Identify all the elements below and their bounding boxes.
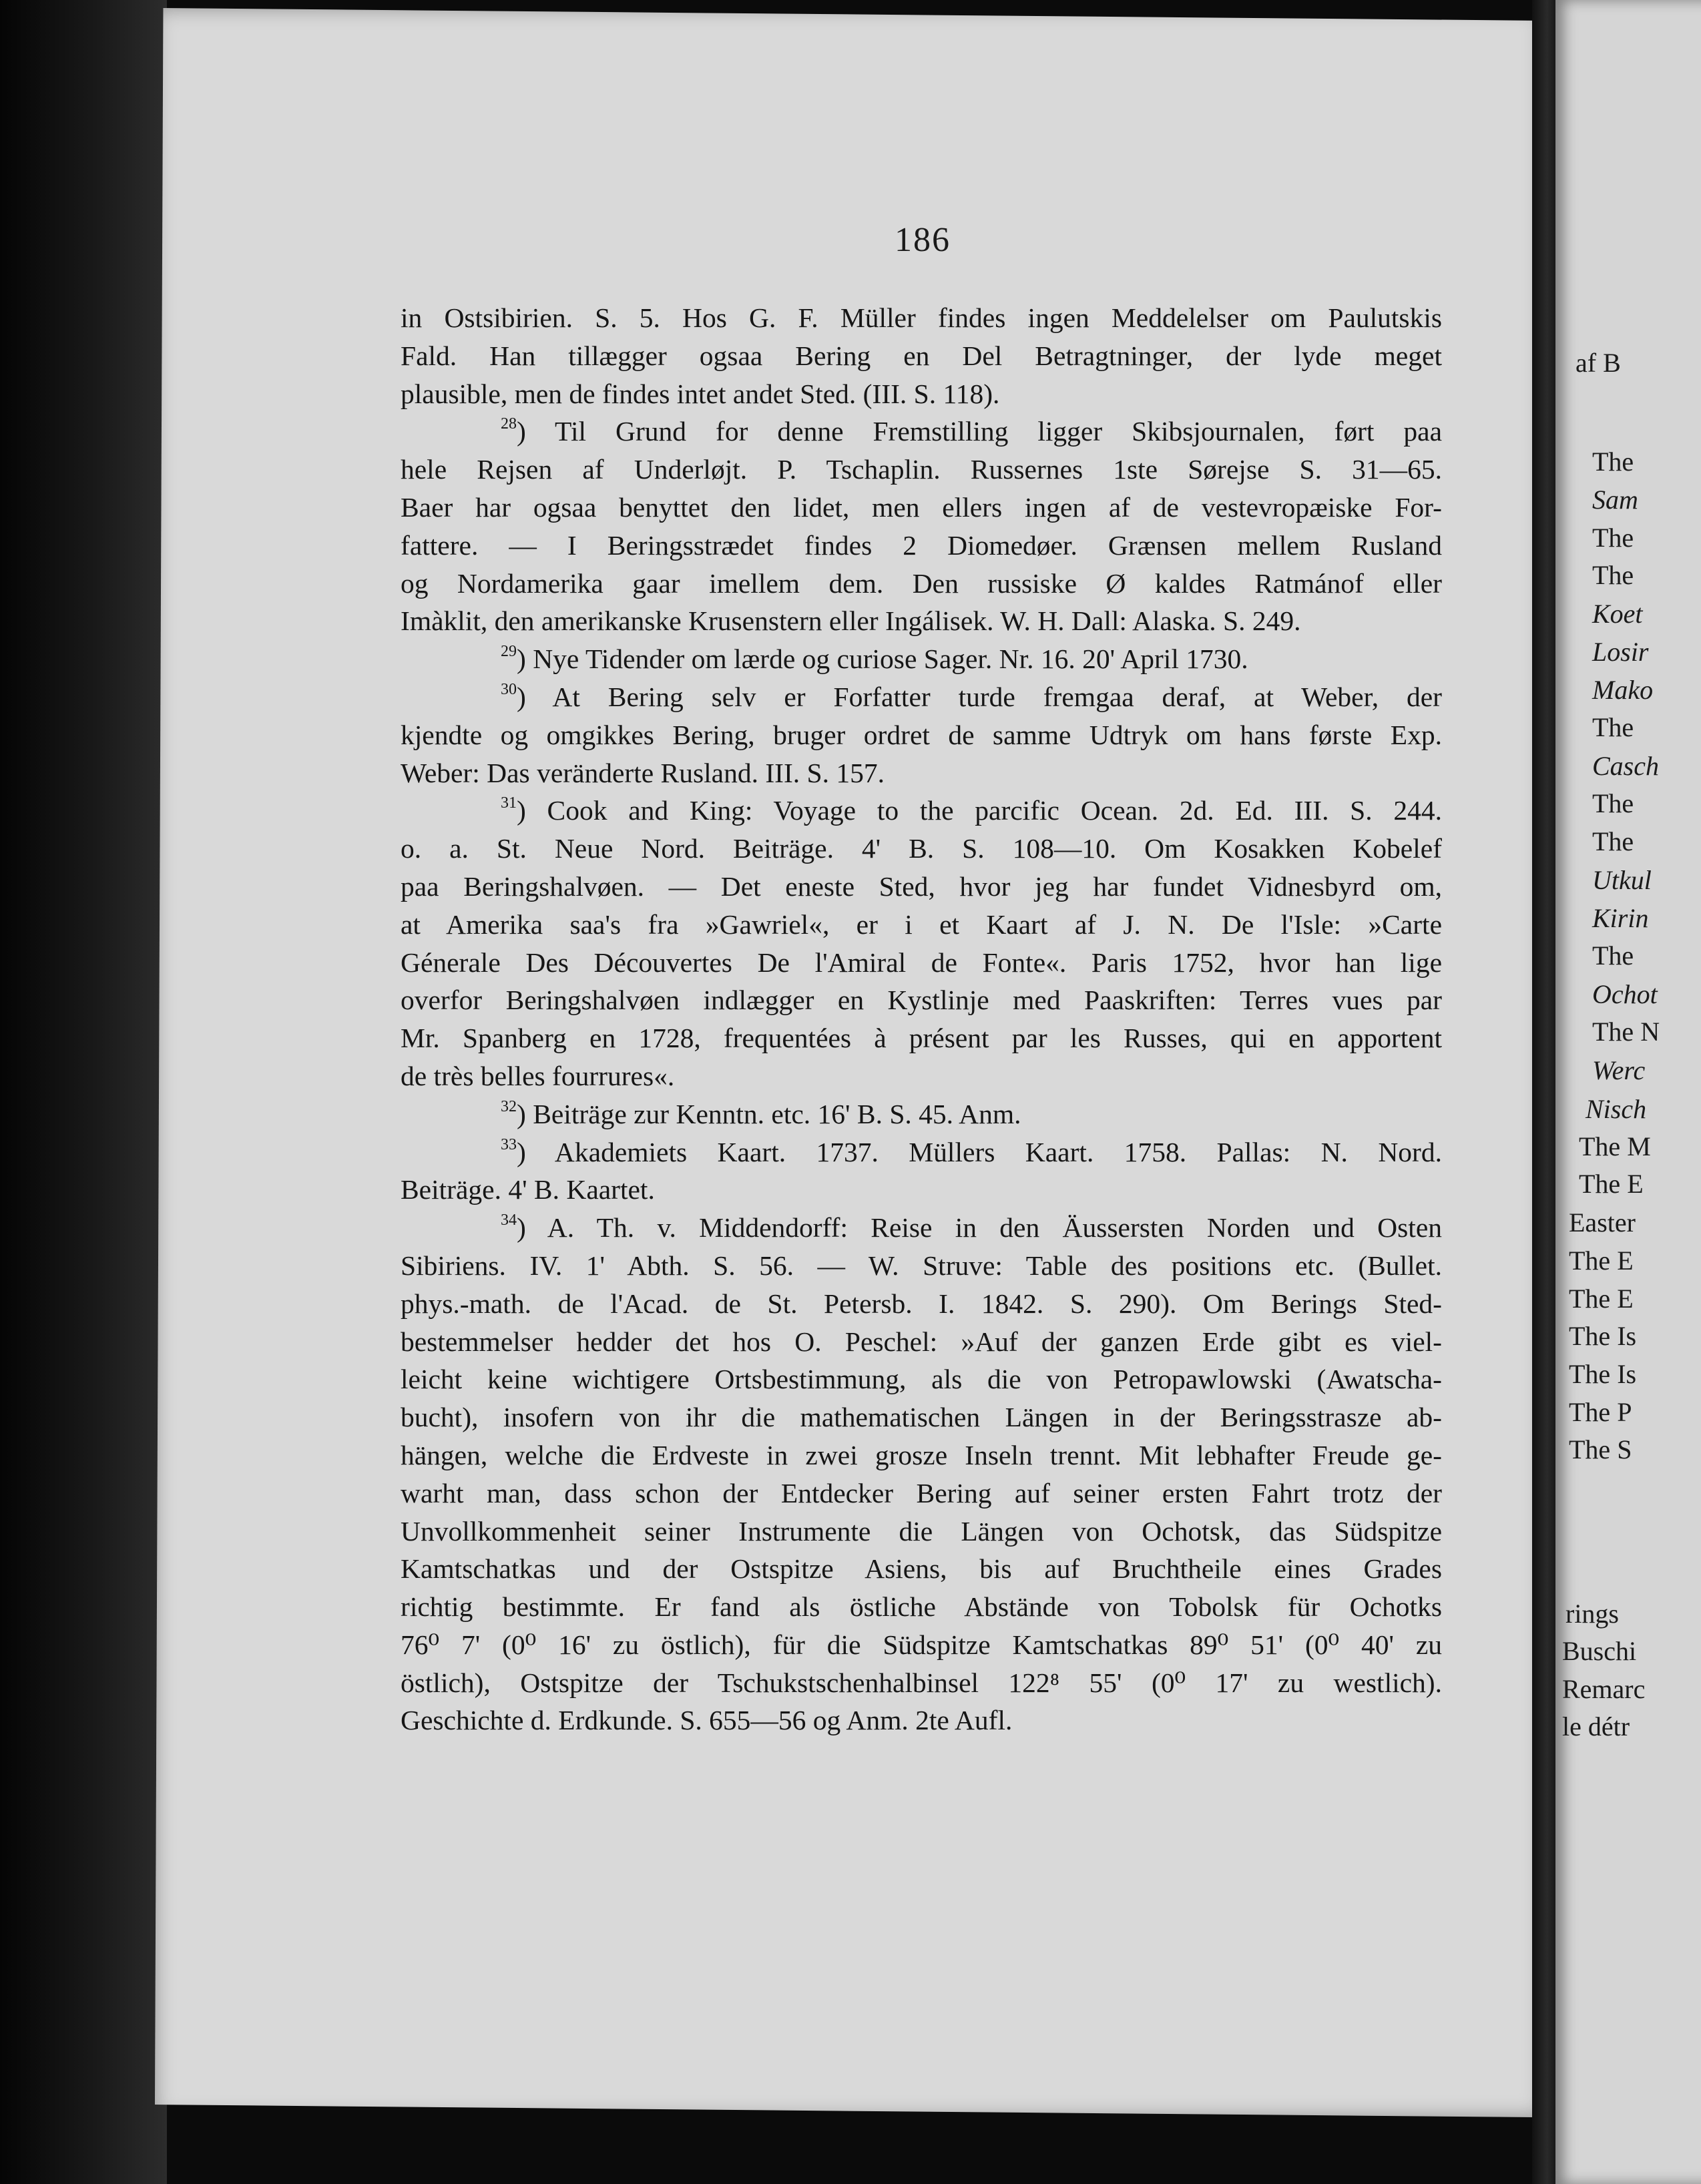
text-line: [401, 1588, 1442, 1626]
right-page-fragment: Mako: [1592, 675, 1654, 705]
footnote-marker: 28: [501, 415, 517, 433]
right-page-fragment: rings: [1565, 1599, 1619, 1629]
line-text: ) Cook and King: Voyage to the parcific Ocean. 2d. Ed. III. S. 244.: [517, 795, 1442, 826]
text-line: [401, 1474, 1442, 1513]
footnote-marker: 31: [501, 794, 517, 812]
line-text: ) A. Th. v. Middendorff: Reise in den Äussersten Norden und Osten: [517, 1212, 1442, 1244]
text-line: [401, 1057, 1442, 1095]
line-text: overfor Beringshalvøen indlægger en Kystlinje med Paaskriften: Terres vues par: [401, 985, 1442, 1016]
text-line: [401, 1019, 1442, 1057]
right-page-fragment: Ochot: [1592, 979, 1658, 1009]
right-page-fragment: The: [1592, 523, 1634, 553]
footnote-30-start: [401, 678, 1442, 716]
footnote-marker: 29: [501, 643, 517, 661]
line-text: bucht), insofern von ihr die mathematischen Längen in der Beringsstrasze ab-: [401, 1402, 1442, 1433]
footnote-marker: 32: [501, 1097, 517, 1115]
line-text: fattere. — I Beringsstrædet findes 2 Diomedøer. Grænsen mellem Rusland: [401, 529, 1442, 561]
text-line: [401, 1626, 1442, 1664]
text-line: [401, 375, 1442, 413]
line-text: o. a. St. Neue Nord. Beiträge. 4' B. S. 108—10. Om Kosakken Kobelef: [401, 833, 1442, 864]
line-text: phys.-math. de l'Acad. de St. Petersb. I. 1842. S. 290). Om Berings Sted-: [401, 1288, 1442, 1319]
line-text: hängen, welche die Erdveste in zwei grosze Inseln trennt. Mit lebhafter Freude ge-: [401, 1439, 1442, 1470]
line-text: Weber: Das veränderte Rusland. III. S. 157.: [401, 757, 885, 788]
text-line: [401, 868, 1442, 906]
text-line: [401, 1323, 1442, 1361]
text-line: [401, 1550, 1442, 1588]
line-text: ) At Bering selv er Forfatter turde fremgaa deraf, at Weber, der: [517, 681, 1442, 712]
line-text: in Ostsibirien. S. 5. Hos G. F. Müller findes ingen Meddelelser om Paulutskis: [401, 302, 1442, 333]
right-page-fragment: Losir: [1592, 637, 1649, 667]
footnote-28-start: [401, 413, 1442, 451]
text-line: [401, 830, 1442, 868]
right-page-fragment: The P: [1569, 1397, 1632, 1427]
text-line: [401, 527, 1442, 565]
text-line: [401, 1436, 1442, 1474]
line-text: Fald. Han tillægger ogsaa Bering en Del Betragtninger, der lyde meget: [401, 340, 1442, 371]
right-page-fragment: The S: [1569, 1434, 1632, 1464]
right-page-fragment: The M: [1579, 1131, 1651, 1161]
line-text: ) Til Grund for denne Fremstilling ligger Skibsjournalen, ført paa: [517, 416, 1442, 447]
line-text: warht man, dass schon der Entdecker Bering auf seiner ersten Fahrt trotz der: [401, 1477, 1442, 1509]
line-text: ) Nye Tidender om lærde og curiose Sager. Nr. 16. 20' April 1730.: [517, 643, 1248, 675]
right-page-fragment: Sam: [1592, 485, 1638, 515]
page-number: 186: [895, 221, 951, 259]
line-text: Kamtschatkas und der Ostspitze Asiens, bis auf Bruchtheile eines Grades: [401, 1553, 1442, 1585]
text-line: [401, 299, 1442, 337]
line-text: Unvollkommenheit seiner Instrumente die Längen von Ochotsk, das Südspitze: [401, 1515, 1442, 1547]
right-page-fragment: The Is: [1569, 1321, 1637, 1351]
text-line: [401, 1664, 1442, 1702]
line-text: at Amerika saa's fra »Gawriel«, er i et Kaart af J. N. De l'Isle: »Carte: [401, 908, 1442, 940]
line-text: plausible, men de findes intet andet Sted. (III. S. 118).: [401, 378, 1000, 409]
right-page-fragment: The: [1592, 447, 1634, 477]
right-page-fragment: Kirin: [1592, 903, 1649, 933]
line-text: kjendte og omgikkes Bering, bruger ordret de samme Udtryk om hans første Exp.: [401, 719, 1442, 750]
right-page-fragment: Remarc: [1562, 1674, 1646, 1704]
text-line: [401, 754, 1442, 792]
line-text: Baer har ogsaa benyttet den lidet, men ellers ingen af de vestevropæiske For-: [401, 491, 1442, 523]
footnote-34-start: [401, 1209, 1442, 1247]
line-text: paa Beringshalvøen. — Det eneste Sted, hvor jeg har fundet Vidnesbyrd om,: [401, 870, 1442, 902]
line-text: 76⁰ 7' (0⁰ 16' zu östlich), für die Südspitze Kamtschatkas 89⁰ 51' (0⁰ 40' zu: [401, 1629, 1442, 1660]
line-text: Imàklit, den amerikanske Krusenstern eller Ingálisek. W. H. Dall: Alaska. S. 249.: [401, 605, 1301, 637]
line-text: Mr. Spanberg en 1728, frequentées à présent par les Russes, qui en apportent: [401, 1023, 1442, 1054]
right-page-fragment: The Is: [1569, 1359, 1637, 1389]
footnotes-body: [401, 299, 1442, 1739]
right-page-fragment: Nisch: [1586, 1094, 1647, 1124]
footnote-33-start: [401, 1133, 1442, 1171]
right-page-fragment: Koet: [1592, 599, 1643, 629]
text-line: [401, 1701, 1442, 1739]
right-page-fragment: le détr: [1562, 1711, 1630, 1741]
line-text: bestemmelser hedder det hos O. Peschel: »Auf der ganzen Erde gibt es viel-: [401, 1326, 1442, 1357]
right-page-fragment: The: [1592, 560, 1634, 590]
text-line: [401, 981, 1442, 1019]
right-page-fragment: The E: [1579, 1169, 1644, 1199]
right-page-fragment: Easter: [1569, 1207, 1636, 1238]
text-line: [401, 1247, 1442, 1285]
line-text: ) Beiträge zur Kenntn. etc. 16' B. S. 45. Anm.: [517, 1098, 1021, 1129]
line-text: leicht keine wichtigere Ortsbestimmung, als die von Petropawlowski (Awatscha-: [401, 1364, 1442, 1395]
text-line: [401, 1171, 1442, 1209]
text-line: [401, 716, 1442, 754]
text-line: [401, 602, 1442, 640]
footnote-marker: 30: [501, 680, 517, 698]
line-text: hele Rejsen af Underløjt. P. Tschaplin. Russernes 1ste Sørejse S. 31—65.: [401, 454, 1442, 485]
right-page-fragment: Utkul: [1592, 865, 1652, 895]
right-page-fragment: Buschi: [1562, 1636, 1637, 1666]
line-text: Geschichte d. Erdkunde. S. 655—56 og Anm. 2te Aufl.: [401, 1705, 1013, 1736]
line-text: ) Akademiets Kaart. 1737. Müllers Kaart. 1758. Pallas: N. Nord.: [517, 1136, 1442, 1167]
text-line: [401, 1398, 1442, 1436]
right-page-fragment: The: [1592, 712, 1634, 742]
text-line: [401, 1513, 1442, 1551]
footnote-32-start: [401, 1095, 1442, 1133]
line-text: Génerale Des Découvertes De l'Amiral de Fonte«. Paris 1752, hvor han lige: [401, 946, 1442, 978]
text-line: [401, 489, 1442, 527]
right-page-fragment: The E: [1569, 1246, 1634, 1276]
text-line: [401, 1285, 1442, 1323]
footnote-marker: 34: [501, 1211, 517, 1230]
line-text: östlich), Ostspitze der Tschukstschenhalbinsel 122⁸ 55' (0⁰ 17' zu westlich).: [401, 1667, 1442, 1698]
right-page-fragment: Werc: [1592, 1055, 1646, 1085]
right-page: [1555, 0, 1701, 2184]
line-text: Sibiriens. IV. 1' Abth. S. 56. — W. Struve: Table des positions etc. (Bullet.: [401, 1250, 1442, 1281]
text-line: [401, 337, 1442, 375]
scan-border-left: [0, 0, 167, 2184]
right-page-fragment: The N: [1592, 1017, 1660, 1047]
right-page-fragment: Casch: [1592, 751, 1659, 781]
line-text: richtig bestimmte. Er fand als östliche Abstände von Tobolsk für Ochotks: [401, 1591, 1442, 1623]
text-line: [401, 451, 1442, 489]
text-line: [401, 1360, 1442, 1398]
footnote-29-start: [401, 640, 1442, 678]
text-line: [401, 906, 1442, 944]
right-page-fragment: af B: [1575, 348, 1621, 378]
text-line: [401, 565, 1442, 603]
text-line: [401, 944, 1442, 982]
line-text: de très belles fourrures«.: [401, 1060, 675, 1091]
footnote-marker: 33: [501, 1135, 517, 1153]
right-page-fragment: The: [1592, 940, 1634, 971]
line-text: og Nordamerika gaar imellem dem. Den russiske Ø kaldes Ratmánof eller: [401, 567, 1442, 599]
right-page-fragment: The: [1592, 826, 1634, 856]
footnote-31-start: [401, 792, 1442, 830]
right-page-fragment: The: [1592, 788, 1634, 818]
line-text: Beiträge. 4' B. Kaartet.: [401, 1174, 655, 1205]
right-page-fragment: The E: [1569, 1284, 1634, 1314]
